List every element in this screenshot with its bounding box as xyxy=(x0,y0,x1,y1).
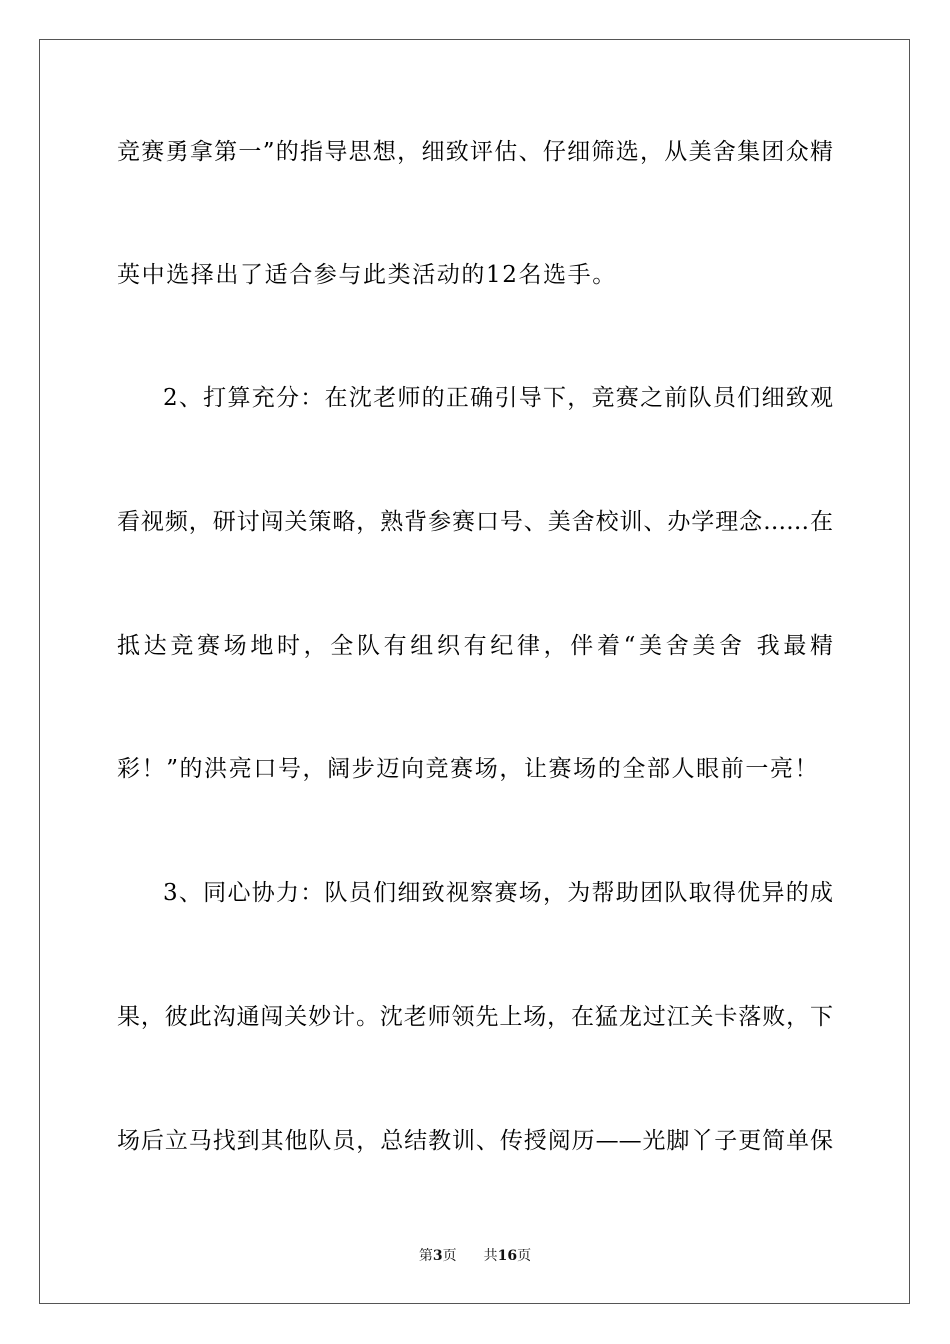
page-footer xyxy=(0,1246,950,1266)
page-border xyxy=(39,39,910,1304)
text-line-6: 彩！”的洪亮口号，阔步迈向竞赛场，让赛场的全部人眼前一亮！ xyxy=(117,756,820,782)
total-pages: 16 xyxy=(497,1248,518,1264)
page-number: 3 xyxy=(432,1248,443,1264)
total-suffix: 页 xyxy=(517,1248,532,1264)
text-line-1: 竞赛勇拿第一”的指导思想，细致评估、仔细筛选，从美舍集团众精 xyxy=(117,139,833,165)
page-prefix: 第 xyxy=(418,1248,433,1264)
text-line-7: 3、同心协力：队员们细致视察赛场，为帮助团队取得优异的成 xyxy=(163,880,833,906)
text-line-3: 2、打算充分：在沈老师的正确引导下，竞赛之前队员们细致观 xyxy=(163,385,833,411)
text-line-4: 看视频，研讨闯关策略，熟背参赛口号、美舍校训、办学理念……在 xyxy=(117,509,833,535)
text-line-5: 抵达竞赛场地时，全队有组织有纪律，伴着“美舍美舍 我最精 xyxy=(117,633,833,659)
total-prefix: 共 xyxy=(483,1248,498,1264)
text-line-9: 场后立马找到其他队员，总结教训、传授阅历——光脚丫子更简单保 xyxy=(117,1128,833,1154)
text-line-8: 果，彼此沟通闯关妙计。沈老师领先上场，在猛龙过江关卡落败，下 xyxy=(117,1004,833,1030)
text-line-2: 英中选择出了适合参与此类活动的12名选手。 xyxy=(117,262,617,288)
page-suffix: 页 xyxy=(442,1248,457,1264)
